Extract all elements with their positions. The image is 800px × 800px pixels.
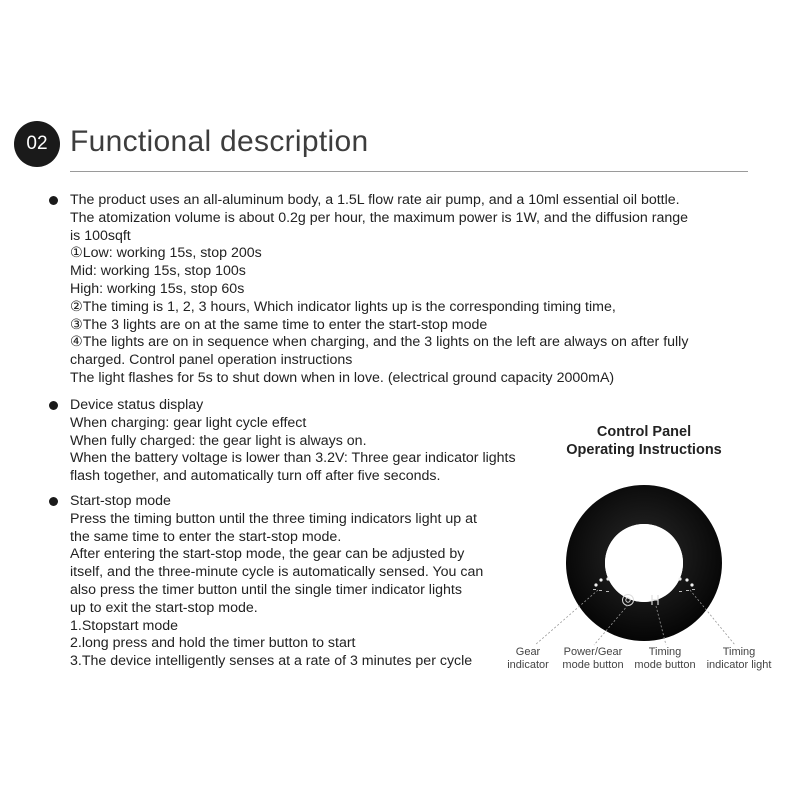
control-panel-title xyxy=(548,423,740,459)
control-panel-ring xyxy=(566,485,722,641)
spec-line: The product uses an all-aluminum body, a 1.5L flow rate air pump, and a 10ml essential oil bottle. xyxy=(70,192,680,208)
callout-line1: Power/Gear xyxy=(563,646,623,658)
bullet-icon xyxy=(49,497,58,506)
spec-line: ②The timing is 1, 2, 3 hours, Which indicator lights up is the corresponding timing time, xyxy=(70,298,616,315)
spec-line: ④The lights are on in sequence when charging, and the 3 lights on the left are always on after fully xyxy=(70,334,689,351)
section-title: Functional description xyxy=(70,125,369,158)
power-gear-button-callout xyxy=(555,646,631,672)
status-line: When fully charged: the gear light is always on. xyxy=(70,432,367,449)
start-stop-heading: Start-stop mode xyxy=(70,493,171,509)
start-stop-line: 2.long press and hold the timer button to start xyxy=(70,635,356,652)
product-specs-section xyxy=(70,192,750,388)
spec-line: is 100sqft xyxy=(70,227,131,244)
control-panel-title-line2: Operating Instructions xyxy=(566,442,722,458)
section-header xyxy=(14,121,734,173)
start-stop-line: After entering the start-stop mode, the gear can be adjusted by xyxy=(70,546,465,563)
spec-line: The atomization volume is about 0.2g per hour, the maximum power is 1W, and the diffusion range xyxy=(70,209,689,226)
status-line: When charging: gear light cycle effect xyxy=(70,414,307,431)
start-stop-line: 1.Stopstart mode xyxy=(70,617,179,634)
spec-line: The light flashes for 5s to shut down when in love. (electrical ground capacity 2000mA) xyxy=(70,369,615,386)
device-status-section xyxy=(70,397,550,486)
panel-ring-center xyxy=(605,524,683,602)
start-stop-line: also press the timer button until the single timer indicator lights xyxy=(70,581,462,598)
status-heading: Device status display xyxy=(70,397,204,413)
callout-line1: Timing xyxy=(722,646,756,658)
gear-indicator-callout xyxy=(500,646,556,672)
control-panel-title-line1: Control Panel xyxy=(596,424,692,440)
section-number-badge: 02 xyxy=(14,121,60,167)
callout-line2: indicator xyxy=(507,659,549,671)
start-stop-line: Press the timing button until the three timing indicators light up at xyxy=(70,510,477,527)
start-stop-line: itself, and the three-minute cycle is automatically sensed. You can xyxy=(70,564,484,581)
spec-line: ①Low: working 15s, stop 200s xyxy=(70,245,262,262)
spec-line: Mid: working 15s, stop 100s xyxy=(70,263,246,280)
callout-line2: indicator light xyxy=(706,659,772,671)
bullet-icon xyxy=(49,401,58,410)
spec-line: charged. Control panel operation instructions xyxy=(70,352,353,369)
spec-line: High: working 15s, stop 60s xyxy=(70,280,245,297)
start-stop-line: up to exit the start-stop mode. xyxy=(70,599,258,616)
timing-indicator-callout xyxy=(700,646,778,672)
status-line: When the battery voltage is lower than 3.2V: Three gear indicator lights xyxy=(70,450,516,467)
start-stop-line: the same time to enter the start-stop mode. xyxy=(70,528,342,545)
callout-line1: Gear xyxy=(515,646,541,658)
bullet-icon xyxy=(49,196,58,205)
callout-line1: Timing xyxy=(648,646,682,658)
header-divider xyxy=(70,171,748,172)
callout-line2: mode button xyxy=(634,659,696,671)
start-stop-line: 3.The device intelligently senses at a rate of 3 minutes per cycle xyxy=(70,653,473,670)
start-stop-section xyxy=(70,493,500,671)
control-panel-diagram xyxy=(566,485,722,641)
callout-line2: mode button xyxy=(562,659,624,671)
spec-line: ③The 3 lights are on at the same time to enter the start-stop mode xyxy=(70,316,488,333)
timing-button-callout xyxy=(628,646,702,672)
status-line: flash together, and automatically turn off after five seconds. xyxy=(70,468,441,485)
